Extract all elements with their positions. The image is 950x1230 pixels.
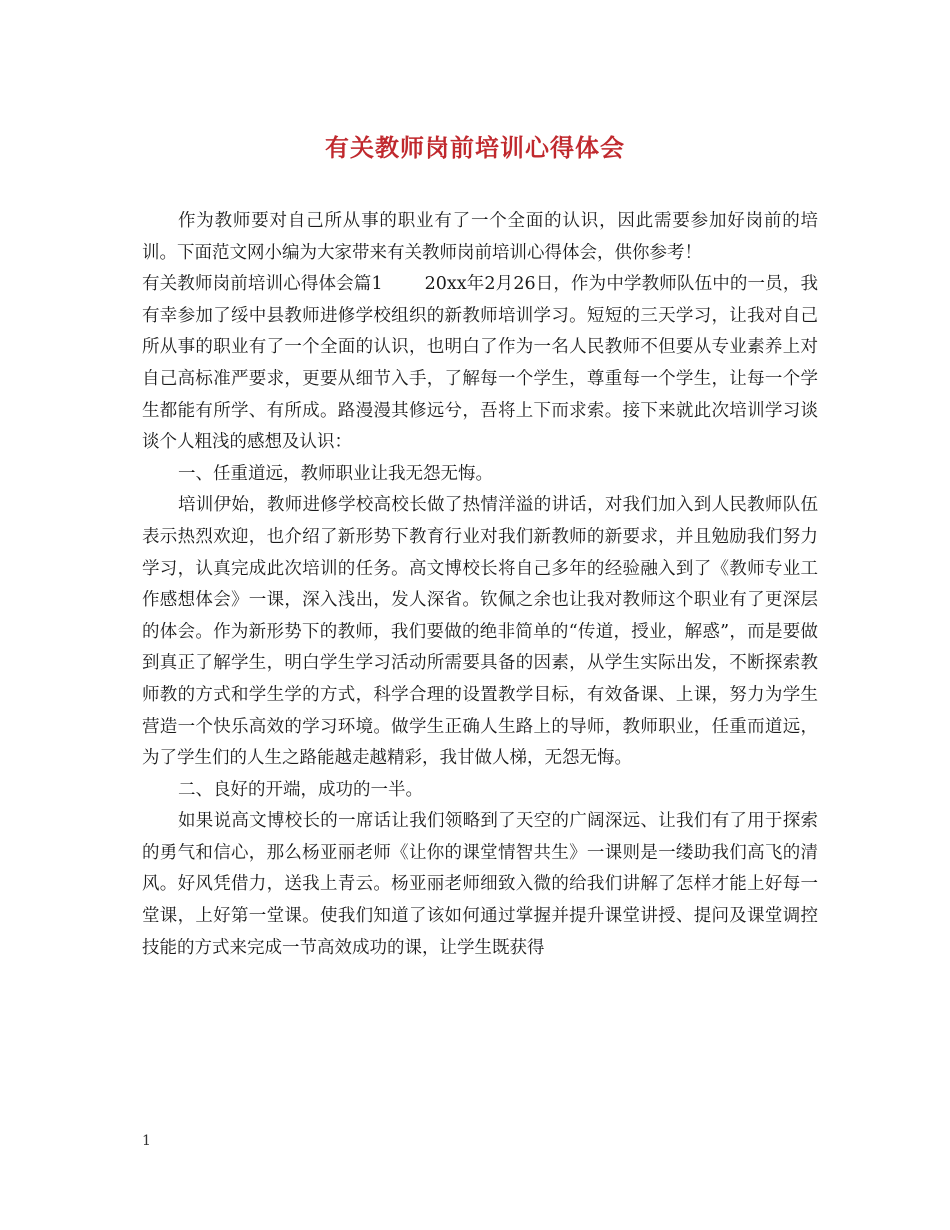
document-body: [142, 206, 818, 964]
section2-heading: 二、良好的开端，成功的一半。: [178, 779, 423, 800]
page-number: 1: [142, 1133, 151, 1149]
section1-heading: 一、任重道远，教师职业让我无怨无悔。: [178, 463, 493, 484]
document-title: 有关教师岗前培训心得体会: [325, 133, 625, 162]
article-text: 20xx年2月26日，作为中学教师队伍中的一员，我有幸参加了绥中县教师进修学校组织的新教师培训学习。短短的三天学习，让我对自己所从事的职业有了一个全面的认识，也明白了作为一名人民教师不但要从专业素养上对自己高标准严要求，更要从细节入手，了解每一个学生，尊重每一个学生，让每一个学生都能有所学、有所成。路漫漫其修远兮，吾将上下而求索。接下来就此次培训学习谈谈个人粗浅的感想及认识：: [142, 274, 818, 453]
article-paragraph: [142, 269, 818, 459]
intro-paragraph: 作为教师要对自己所从事的职业有了一个全面的认识，因此需要参加好岗前的培训。下面范文网小编为大家带来有关教师岗前培训心得体会，供你参考！: [142, 211, 818, 263]
article-label: 有关教师岗前培训心得体会篇1: [142, 274, 383, 295]
section1-paragraph: 培训伊始，教师进修学校高校长做了热情洋溢的讲话，对我们加入到人民教师队伍表示热烈欢迎，也介绍了新形势下教育行业对我们新教师的新要求，并且勉励我们努力学习，认真完成此次培训的任务。高文博校长将自己多年的经验融入到了《教师专业工作感想体会》一课，深入浅出，发人深省。钦佩之余也让我对教师这个职业有了更深层的体会。作为新形势下的教师，我们要做的绝非简单的“传道，授业，解惑”，而是要做到真正了解学生，明白学生学习活动所需要具备的因素，从学生实际出发，不断探索教师教的方式和学生学的方式，科学合理的设置教学目标，有效备课、上课，努力为学生营造一个快乐高效的学习环境。做学生正确人生路上的导师，教师职业，任重而道远，为了学生们的人生之路能越走越精彩，我甘做人梯，无怨无悔。: [142, 495, 818, 769]
section2-paragraph: 如果说高文博校长的一席话让我们领略到了天空的广阔深远、让我们有了用于探索的勇气和信心，那么杨亚丽老师《让你的课堂情智共生》一课则是一缕助我们高飞的清风。好风凭借力，送我上青云。杨亚丽老师细致入微的给我们讲解了怎样才能上好每一堂课，上好第一堂课。使我们知道了该如何通过掌握并提升课堂讲授、提问及课堂调控技能的方式来完成一节高效成功的课，让学生既获得: [142, 811, 818, 958]
